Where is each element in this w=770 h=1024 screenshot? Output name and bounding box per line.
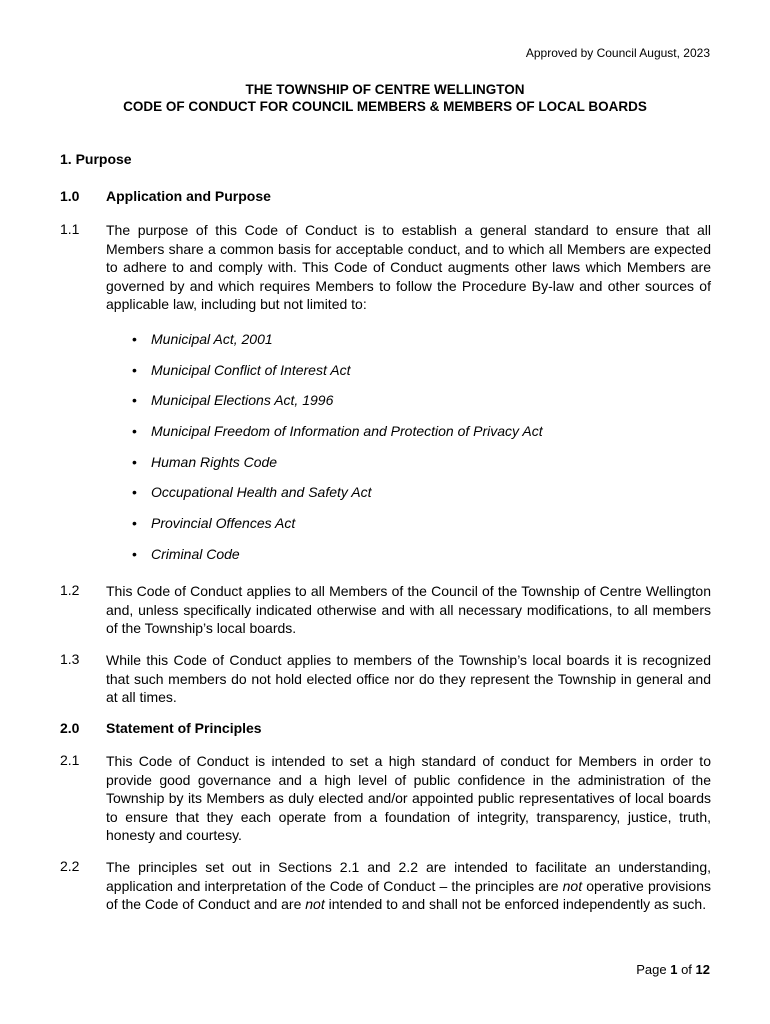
bullet-icon: • (132, 453, 137, 470)
bullet-icon: • (132, 484, 137, 501)
clause-2-2-number: 2.2 (60, 858, 80, 874)
section-purpose-heading: 1. Purpose (60, 151, 132, 167)
clause-2-1-text: This Code of Conduct is intended to set a high standard of conduct for Members in order to provide good governance and a high level of public confidence in the administration of the Township by its Members as duly elected and/or appointed public representatives of local boards to ensure that they each operate from a foundation of integrity, transparency, justice, truth, honesty and courtesy. (106, 753, 711, 843)
clause-1-1-number: 1.1 (60, 221, 80, 237)
list-item: • Provincial Offences Act (132, 515, 296, 532)
approval-note: Approved by Council August, 2023 (525, 46, 710, 60)
clause-1-3-text: While this Code of Conduct applies to members of the Township’s local boards it is recognized that such members do not hold elected office nor do they represent the Township in general and at all times. (106, 652, 711, 705)
clause-2-2-text: The principles set out in Sections 2.1 and 2.2 are intended to facilitate an understanding, application and interpretation of the Code of Conduct – the principles are not operative provisions of the Code of Conduct and are not intended to and shall not be enforced independently as such. (106, 859, 711, 912)
list-item: • Municipal Freedom of Information and Protection of Privacy Act (132, 423, 543, 440)
applicable-laws-list (132, 331, 543, 577)
bullet-icon: • (132, 331, 137, 347)
clause-2-1-number: 2.1 (60, 752, 80, 768)
section-2-0-heading: Statement of Principles (106, 720, 262, 736)
document-title-line1: THE TOWNSHIP OF CENTRE WELLINGTON (245, 82, 525, 97)
bullet-icon: • (132, 515, 137, 532)
bullet-icon: • (132, 545, 137, 562)
document-title-line2: CODE OF CONDUCT FOR COUNCIL MEMBERS & MEMBERS OF LOCAL BOARDS (123, 99, 647, 114)
section-2-0-number: 2.0 (60, 720, 80, 736)
bullet-icon: • (132, 361, 137, 378)
section-1-0-heading: Application and Purpose (106, 188, 271, 204)
clause-1-2-text: This Code of Conduct applies to all Members of the Council of the Township of Centre Wellington and, unless specifically indicated otherwise and with all necessary modifications, to all members of the Township’s local boards. (106, 583, 711, 636)
bullet-icon: • (132, 392, 137, 409)
list-item: • Municipal Act, 2001 (132, 331, 273, 347)
clause-1-1-text: The purpose of this Code of Conduct is to establish a general standard to ensure that all Members share a common basis for acceptable conduct, and to which all Members are expected to adhere to and comply with. This Code of Conduct augments other laws which Members are governed by and which requires Members to follow the Procedure By-law and other sources of applicable law, including but not limited to: (106, 222, 711, 312)
list-item: • Criminal Code (132, 545, 240, 562)
bullet-icon: • (132, 423, 137, 440)
list-item: • Municipal Elections Act, 1996 (132, 392, 334, 409)
clause-1-3-number: 1.3 (60, 651, 80, 667)
list-item: • Human Rights Code (132, 453, 278, 470)
section-1-0-number: 1.0 (60, 188, 80, 204)
page-number: Page 1 of 12 (636, 962, 710, 977)
clause-1-2-number: 1.2 (60, 582, 80, 598)
list-item: • Municipal Conflict of Interest Act (132, 361, 351, 378)
list-item: • Occupational Health and Safety Act (132, 484, 372, 501)
